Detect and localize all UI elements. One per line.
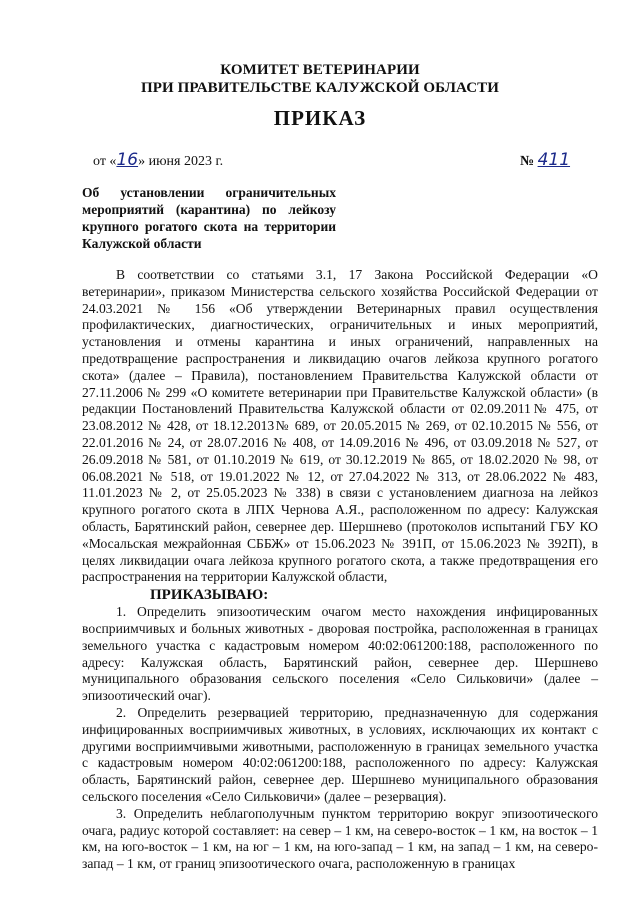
document-type-title: ПРИКАЗ: [273, 106, 367, 130]
order-item-1: 1. Определить эпизоотическим очагом место нахождения инфицированных восприимчивых и больных животных - дворовая постройка, расположенная в границах земельного участка с кадастровым номером 40:02:061200:188, расположенного по адресу: Калужская область, Барятинский район, севернее дер. Шершнево муниципального образования сельского поселения «Село Сильковичи» (далее – эпизоотический очаг).: [82, 604, 598, 704]
document-number: [520, 150, 570, 170]
date-suffix: » июня 2023 г.: [138, 154, 224, 169]
organization-name-line1: КОМИТЕТ ВЕТЕРИНАРИИ: [220, 62, 420, 78]
order-heading: ПРИКАЗЫВАЮ:: [150, 587, 269, 604]
order-item-2: 2. Определить резервацией территорию, предназначенную для содержания инфицированных восприимчивых животных, в условиях, исключающих их контакт с другими восприимчивыми животными, расположенную в границах земельного участка с кадастровым номером 40:02:061200:188, расположенного по адресу: Калужская область, Барятинский район, севернее дер. Шершнево муниципального образования сельского поселения «Село Сильковичи» (далее – резервация).: [82, 704, 598, 804]
organization-name-line2: ПРИ ПРАВИТЕЛЬСТВЕ КАЛУЖСКОЙ ОБЛАСТИ: [140, 80, 500, 96]
document-body: [82, 267, 598, 873]
date-prefix: от «: [93, 154, 117, 169]
order-item-3: 3. Определить неблагополучным пунктом территорию вокруг эпизоотического очага, радиус которой составляет: на север – 1 км, на северо-восток – 1 км, на восток – 1 км, на юго-восток – 1 км, на юг – 1 км, на юго-запад – 1 км, на запад – 1 км, на северо-запад – 1 км, от границ эпизоотического очага, расположенную в границах: [82, 805, 598, 872]
number-prefix: №: [520, 154, 535, 169]
document-date: [93, 150, 223, 170]
preamble-paragraph: В соответствии со статьями 3.1, 17 Закона Российской Федерации «О ветеринарии», приказом Министерства сельского хозяйства Российской Федерации от 24.03.2021 № 156 «Об утверждении Ветеринарных правил осуществления профилактических, диагностических, ограничительных и иных мероприятий, установления и отмены карантина и иных ограничений, направленных на предотвращение распространения и ликвидацию очагов лейкоза крупного рогатого скота» (далее – Правила), постановлением Правительства Калужской области от 27.11.2006 № 299 «О комитете ветеринарии при Правительстве Калужской области» (в редакции Постановлений Правительства Калужской области от 02.09.2011№ 475, от 23.08.2012 № 428, от 18.12.2013№ 689, от 20.05.2015 № 269, от 02.10.2015 № 556, от 22.01.2016 № 24, от 28.07.2016 № 408, от 14.09.2016 № 496, от 03.09.2018 № 527, от 26.09.2018 № 581, от 01.10.2019 № 619, от 30.12.2019 № 865, от 18.02.2020 № 98, от 06.08.2021 № 518, от 19.01.2022 № 12, от 27.04.2022 № 313, от 28.06.2022 № 483, 11.01.2023 № 2, от 25.05.2023 № 338) в связи с установлением диагноза на лейкоз крупного рогатого скота в ЛПХ Чернова А.Я., расположенном по адресу: Калужская область, Барятинский район, севернее дер. Шершнево (протоколов испытаний ГБУ КО «Мосальская межрайонная СББЖ» от 15.06.2023 № 391П, от 15.06.2023 № 392П), в целях ликвидации очага лейкоза крупного рогатого скота, а также предотвращения его распространения на территории Калужской области,: [82, 267, 598, 585]
document-subject: Об установлении ограничительных мероприятий (карантина) по лейкозу крупного рогатого скота на территории Калужской области: [82, 185, 336, 251]
number-value-handwritten: 411: [537, 150, 571, 170]
date-day-handwritten: 16: [116, 150, 139, 170]
